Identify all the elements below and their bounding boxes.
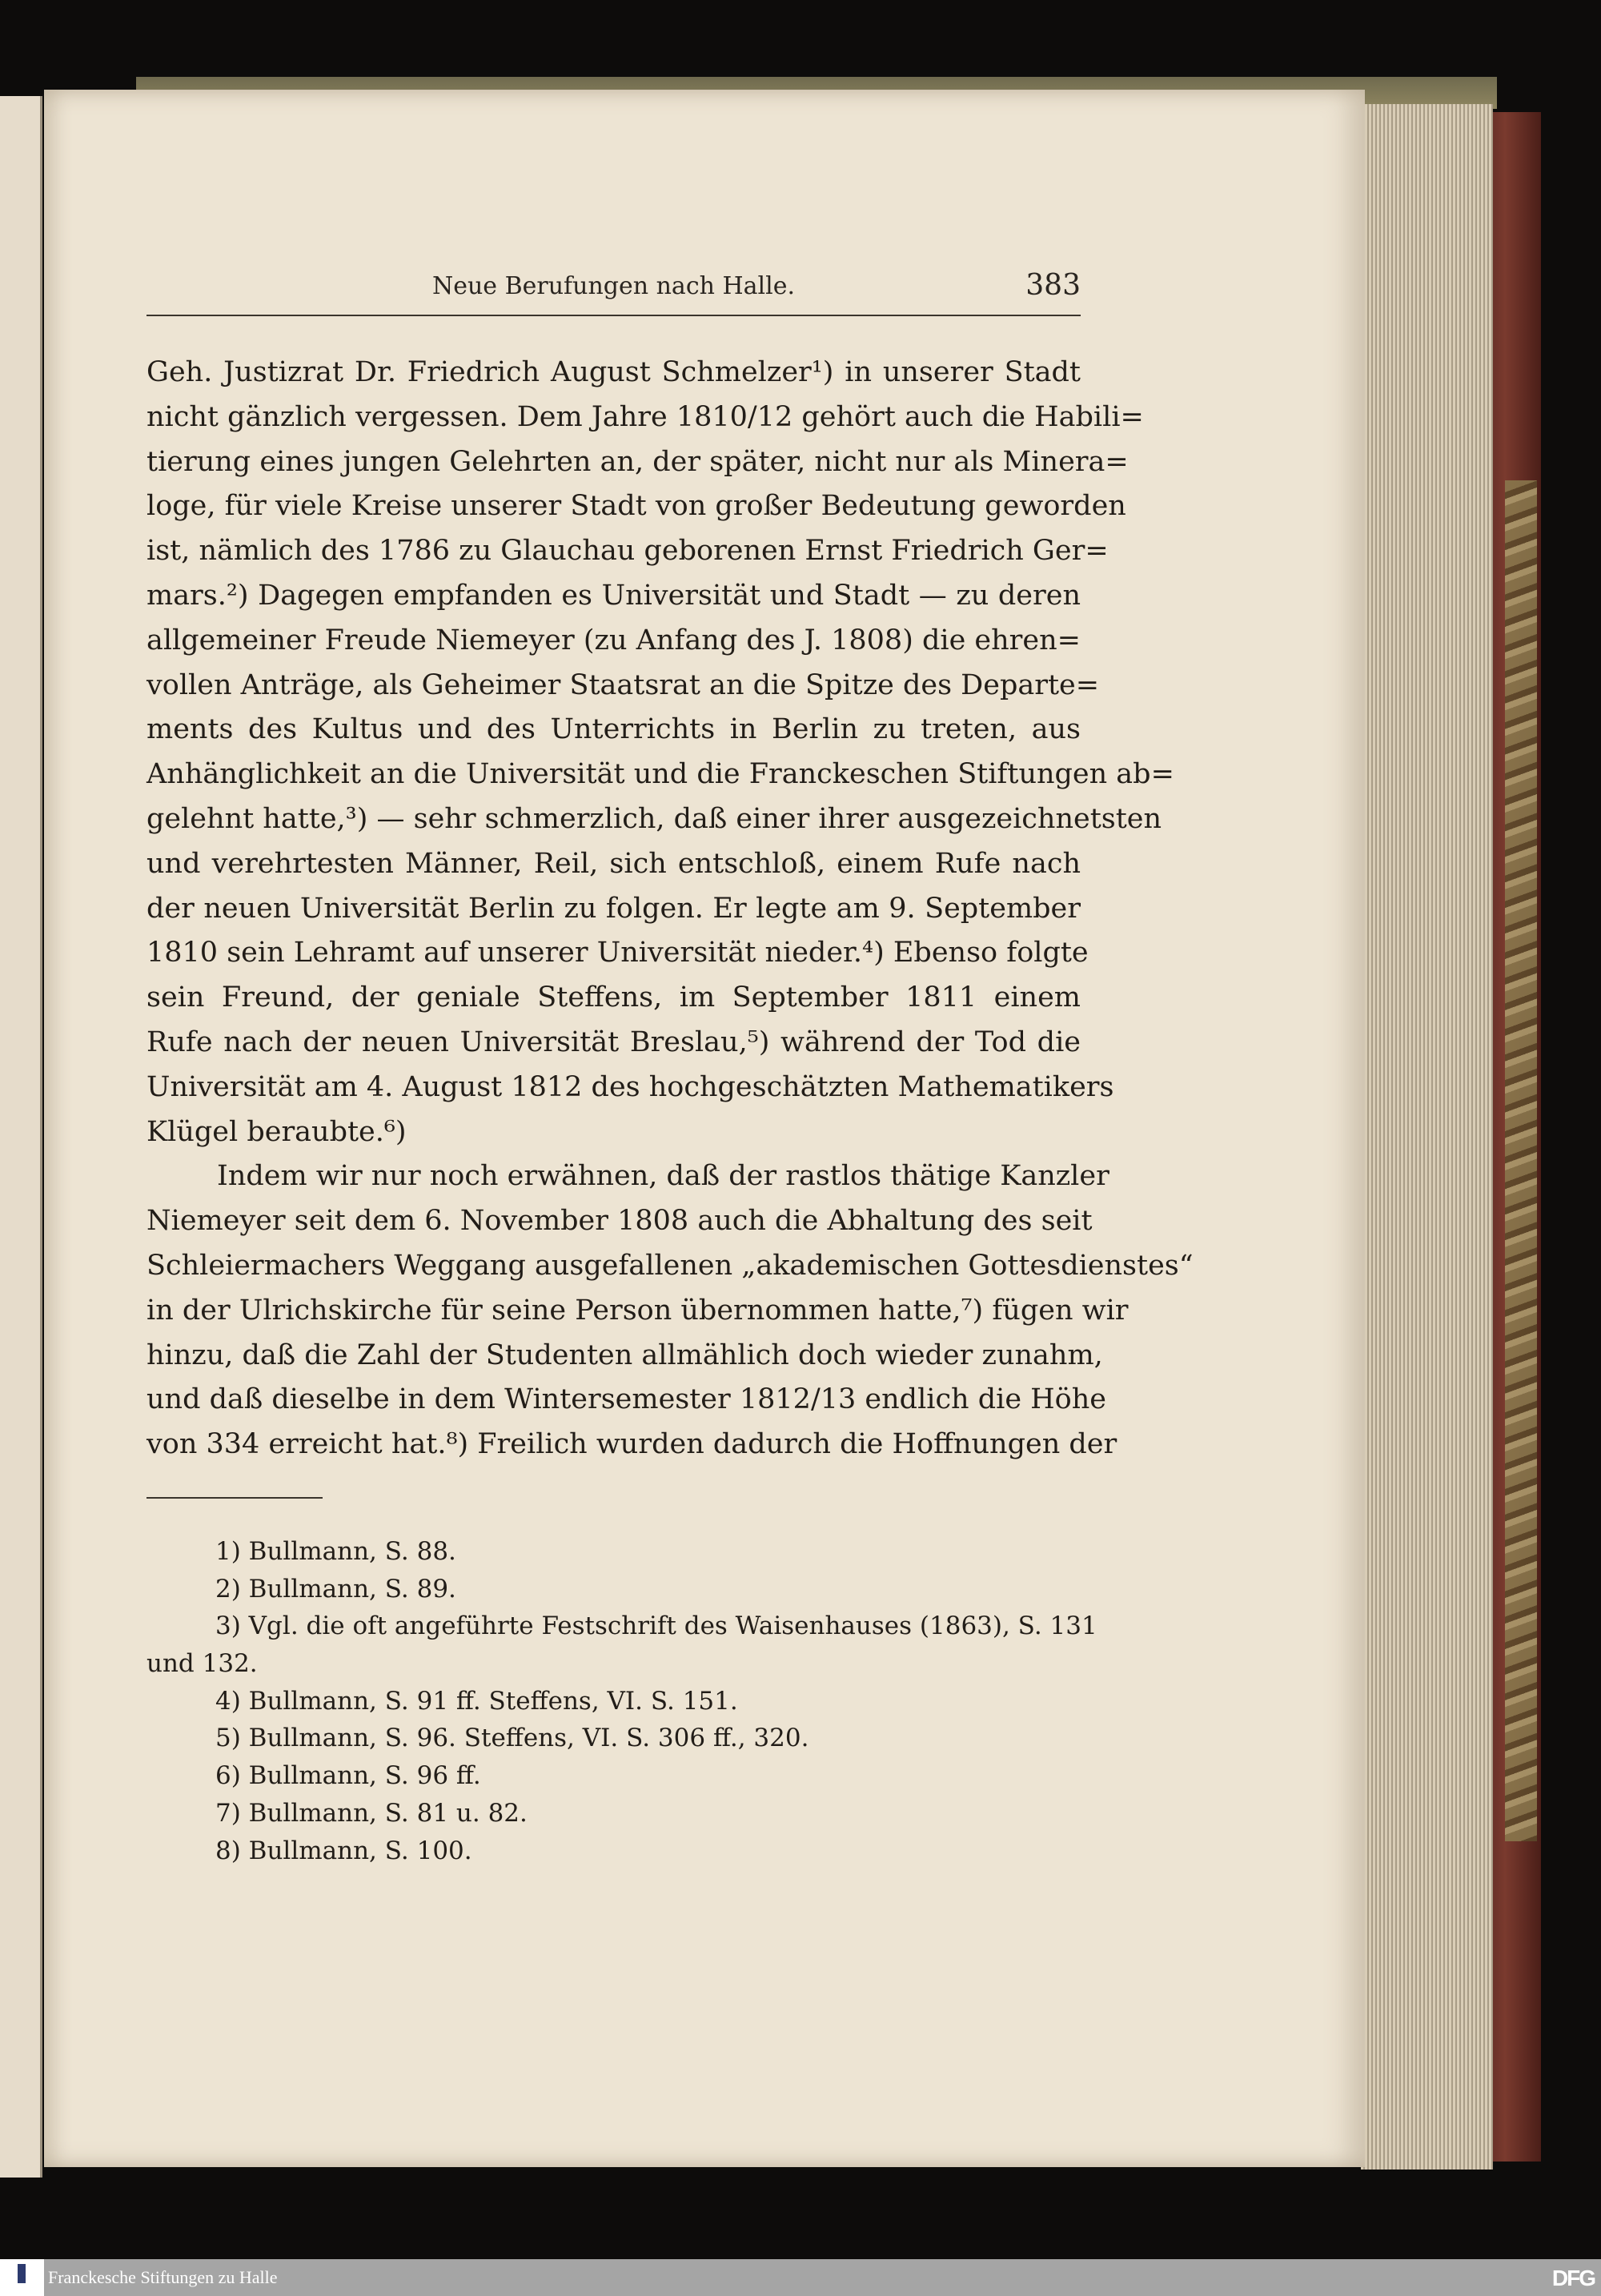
text-line: von 334 erreicht hat.⁸) Freilich wurden dadurch die Hoffnungen der xyxy=(146,1428,1117,1461)
header-rule xyxy=(146,315,1081,316)
running-title: Neue Berufungen nach Halle. xyxy=(431,272,796,300)
text-line: tierung eines jungen Gelehrten an, der später, nicht nur als Minera= xyxy=(146,445,1129,478)
footnote: 4) Bullmann, S. 91 ff. Steffens, VI. S. 151. xyxy=(215,1686,738,1716)
body-text xyxy=(146,351,1194,1467)
text-line: Geh. Justizrat Dr. Friedrich August Schmelzer¹) in unserer Stadt xyxy=(146,356,1081,388)
text-line: Rufe nach der neuen Universität Breslau,⁵) während der Tod die xyxy=(146,1026,1081,1058)
footnote: 7) Bullmann, S. 81 u. 82. xyxy=(215,1798,528,1828)
text-line: Schleiermachers Weggang ausgefallenen „akademischen Gottesdienstes“ xyxy=(146,1249,1194,1282)
text-line: ist, nämlich des 1786 zu Glauchau geborenen Ernst Friedrich Ger= xyxy=(146,535,1109,568)
text-line: Klügel beraubte.⁶) xyxy=(146,1115,407,1148)
footnote: 1) Bullmann, S. 88. xyxy=(215,1537,456,1566)
text-line: in der Ulrichskirche für seine Person übernommen hatte,⁷) fügen wir xyxy=(146,1294,1129,1327)
institution-name: Franckesche Stiftungen zu Halle xyxy=(48,2267,278,2287)
text-line: Niemeyer seit dem 6. November 1808 auch die Abhaltung des seit xyxy=(146,1205,1093,1238)
text-line: nicht gänzlich vergessen. Dem Jahre 1810/12 gehört auch die Habili= xyxy=(146,400,1144,433)
footnote: und 132. xyxy=(146,1649,258,1679)
text-line: hinzu, daß die Zahl der Studenten allmählich doch wieder zunahm, xyxy=(146,1339,1103,1371)
marbled-cover-paper xyxy=(1505,480,1537,1841)
institution-logo xyxy=(0,2259,44,2296)
footnote: 6) Bullmann, S. 96 ff. xyxy=(215,1761,481,1791)
viewer-footer-bar xyxy=(0,2259,1601,2296)
text-line: loge, für viele Kreise unserer Stadt von großer Bedeutung geworden xyxy=(146,490,1126,523)
text-line: ments des Kultus und des Unterrichts in Berlin zu treten, aus xyxy=(146,713,1081,746)
page-number: 383 xyxy=(1025,269,1081,302)
footnote: 8) Bullmann, S. 100. xyxy=(215,1836,472,1865)
text-line: Indem wir nur noch erwähnen, daß der rastlos thätige Kanzler xyxy=(217,1160,1109,1193)
dfg-logo: DFG xyxy=(1551,2266,1595,2290)
text-line: und verehrtesten Männer, Reil, sich entschloß, einem Rufe nach xyxy=(146,847,1081,880)
text-line: sein Freund, der geniale Steffens, im September 1811 einem xyxy=(146,981,1081,1014)
footnote: 3) Vgl. die oft angeführte Festschrift des Waisenhauses (1863), S. 131 xyxy=(215,1612,1097,1641)
footnote: 5) Bullmann, S. 96. Steffens, VI. S. 306 ff., 320. xyxy=(215,1724,809,1753)
text-line: gelehnt hatte,³) — sehr schmerzlich, daß einer ihrer ausgezeichnetsten xyxy=(146,802,1162,835)
logo-icon xyxy=(18,2264,26,2283)
text-line: Universität am 4. August 1812 des hochgeschätzten Mathematikers xyxy=(146,1070,1114,1103)
page-edges xyxy=(1361,104,1493,2170)
text-line: vollen Anträge, als Geheimer Staatsrat an die Spitze des Departe= xyxy=(146,668,1100,701)
footnote: 2) Bullmann, S. 89. xyxy=(215,1574,456,1604)
page-header xyxy=(146,269,1081,312)
text-line: mars.²) Dagegen empfanden es Universität und Stadt — zu deren xyxy=(146,579,1081,612)
text-line: der neuen Universität Berlin zu folgen. Er legte am 9. September xyxy=(146,892,1081,925)
text-line: allgemeiner Freude Niemeyer (zu Anfang des J. 1808) die ehren= xyxy=(146,624,1081,656)
facing-page-edge xyxy=(0,96,42,2178)
text-line: und daß dieselbe in dem Wintersemester 1812/13 endlich die Höhe xyxy=(146,1383,1107,1416)
text-line: 1810 sein Lehramt auf unserer Universität nieder.⁴) Ebenso folgte xyxy=(146,937,1089,969)
footnotes xyxy=(146,1533,1097,1869)
text-line: Anhänglichkeit an die Universität und die Franckeschen Stiftungen ab= xyxy=(146,758,1174,791)
footnote-rule xyxy=(146,1497,323,1499)
